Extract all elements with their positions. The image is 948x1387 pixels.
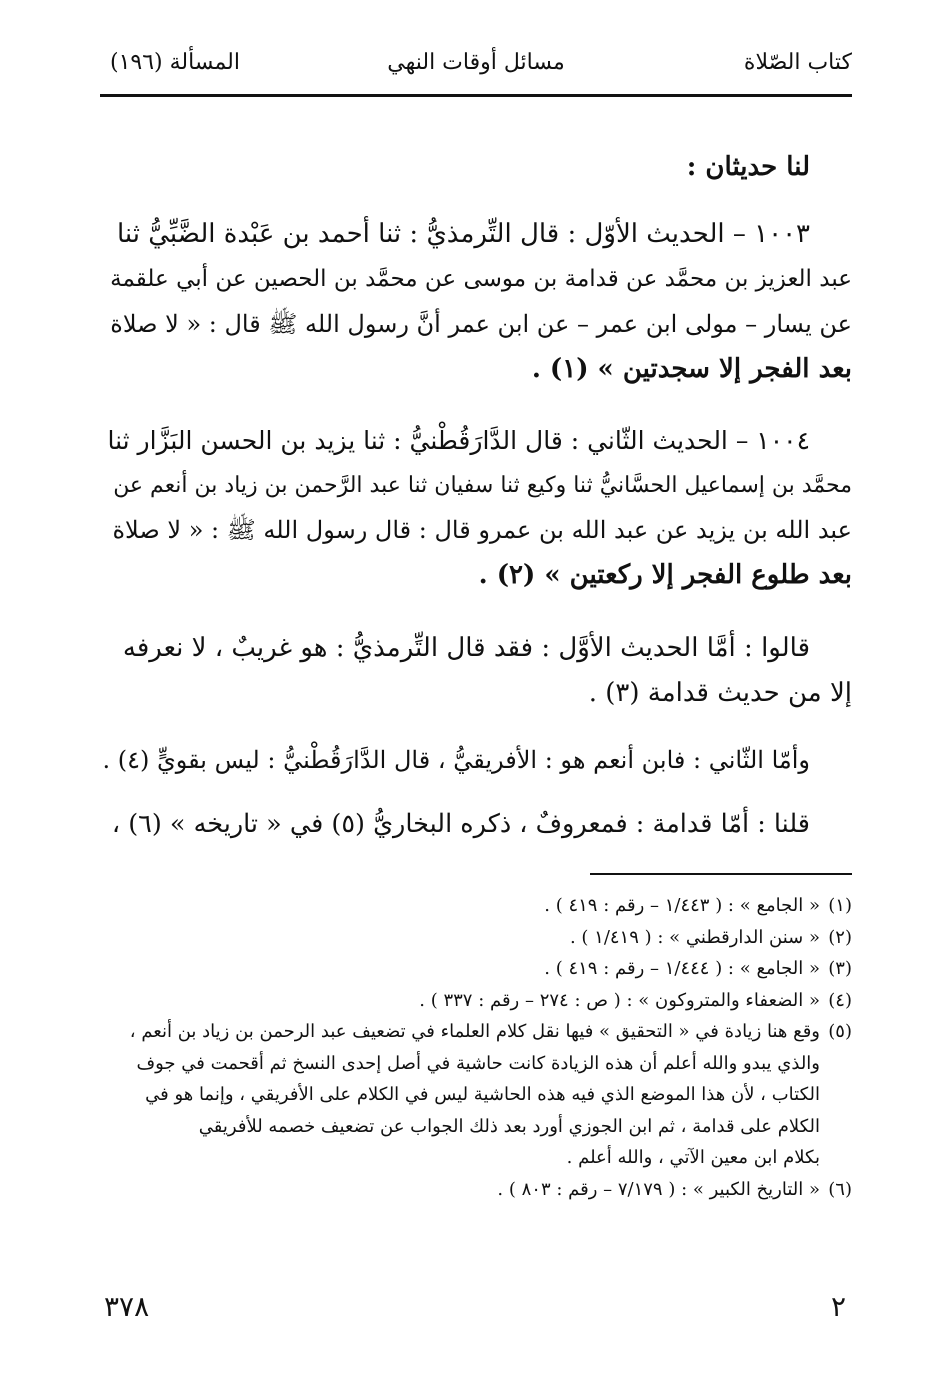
intro-paragraph (100, 145, 852, 190)
qalu-paragraph (100, 626, 852, 716)
hadith-1003-line-4: بعد الفجر إلا سجدتين » (١) . (531, 354, 852, 384)
footnote-text: وقع هنا زيادة في « التحقيق » فيها نقل كلام العلماء في تضعيف عبد الرحمن بن زياد بن أنعم ، (129, 1021, 820, 1042)
hadith-1004 (100, 418, 852, 598)
footnote-5-line-4: الكلام على قدامة ، ثم ابن الجوزي أورد بعد ذلك الجواب عن تضعيف خصمه للأفريقي (198, 1115, 820, 1137)
footnote-5-line-2: والذي يبدو والله أعلم أن هذه الزيادة كانت حاشية في أصل إحدى النسخ ثم أقحمت في جوف (136, 1052, 820, 1074)
footnote-2 (100, 922, 852, 954)
wa-amma-line: وأمّا الثّاني : فابن أنعم هو : الأفريقيُّ ، قال الدَّارَقُطْنيُّ : ليس بقويٍّ (٤) . (102, 746, 810, 774)
qalu-line-1: قالوا : أمَّا الحديث الأوَّل : فقد قال التِّرمذيُّ : هو غريبٌ ، لا نعرفه (122, 633, 810, 663)
footnote-text: « الجامع » : ( ١/٤٤٤ – رقم : ٤١٩ ) . (544, 958, 820, 979)
footnote-3 (100, 953, 852, 985)
intro-line: لنا حديثان : (686, 152, 810, 182)
wa-amma-paragraph (100, 738, 852, 783)
header-issue-number: المسألة (١٩٦) (110, 50, 240, 75)
hadith-1003 (100, 212, 852, 392)
running-header (100, 50, 852, 94)
footnote-text: « سنن الدارقطني » : ( ١/٤١٩ ) . (569, 926, 820, 948)
signature-mark: ٢ (830, 1290, 846, 1323)
footnote-number: (٢) (828, 926, 852, 948)
hadith-1003-line-2: عبد العزيز بن محمَّد عن قدامة بن موسى عن محمَّد بن الحصين عن أبي علقمة (110, 266, 852, 292)
hadith-1004-line-3: عبد الله بن يزيد عن عبد الله بن عمرو قال : قال رسول الله ﷺ : « لا صلاة (112, 516, 852, 544)
footnote-text: « التاريخ الكبير » : ( ٧/١٧٩ – رقم : ٨٠٣ ) . (497, 1178, 820, 1200)
footnote-4 (100, 985, 852, 1017)
footnote-number: (٥) (828, 1021, 852, 1042)
header-divider (100, 94, 852, 97)
footnote-number: (٦) (828, 1178, 852, 1200)
hadith-1004-line-1: ١٠٠٤ – الحديث الثّاني : قال الدَّارَقُطْنيُّ : ثنا يزيد بن الحسن البَزَّار ثنا (107, 426, 810, 455)
footnote-divider (590, 873, 852, 875)
page-number: ٣٧٨ (104, 1290, 150, 1323)
hadith-1003-line-3: عن يسار – مولى ابن عمر – عن ابن عمر أنَّ رسول الله ﷺ قال : « لا صلاة (110, 310, 852, 338)
header-chapter-title: مسائل أوقات النهي (387, 50, 565, 75)
footnote-6 (100, 1174, 852, 1206)
footnote-5-line-3: الكتاب ، لأن هذا الموضع الذي فيه هذه الحاشية ليس في الكلام على الأفريقي ، وإنما هو في (145, 1084, 820, 1105)
footnote-number: (١) (828, 895, 852, 916)
header-book-title: كتاب الصّلاة (743, 50, 852, 75)
hadith-1004-line-2: محمَّد بن إسماعيل الحسَّانيُّ ثنا وكيع ثنا سفيان ثنا عبد الرَّحمن بن زياد بن أنعم عن (113, 473, 852, 498)
qulna-line: قلنا : أمّا قدامة : فمعروفٌ ، ذكره البخاريُّ (٥) في « تاريخه » (٦) ، (111, 809, 810, 839)
footnote-5 (100, 1016, 852, 1048)
footnote-number: (٣) (828, 958, 852, 979)
hadith-1003-line-1: ١٠٠٣ – الحديث الأوّل : قال التِّرمذيُّ : ثنا أحمد بن عَبْدة الضَّبِّيُّ ثنا (116, 219, 810, 249)
footnotes (100, 890, 852, 1205)
footnote-1 (100, 890, 852, 922)
hadith-1004-line-4: بعد طلوع الفجر إلا ركعتين » (٢) . (478, 560, 852, 590)
footnote-text: « الضعفاء والمتروكون » : ( ص : ٢٧٤ – رقم : ٣٣٧ ) . (419, 989, 820, 1011)
qalu-line-2: إلا من حديث قدامة (٣) . (588, 678, 852, 708)
footnote-text: « الجامع » : ( ١/٤٤٣ – رقم : ٤١٩ ) . (544, 895, 820, 916)
qulna-paragraph (100, 802, 852, 847)
footnote-5-line-5: بكلام ابن معين الآتي ، والله أعلم . (566, 1147, 820, 1168)
footnote-number: (٤) (828, 989, 852, 1011)
